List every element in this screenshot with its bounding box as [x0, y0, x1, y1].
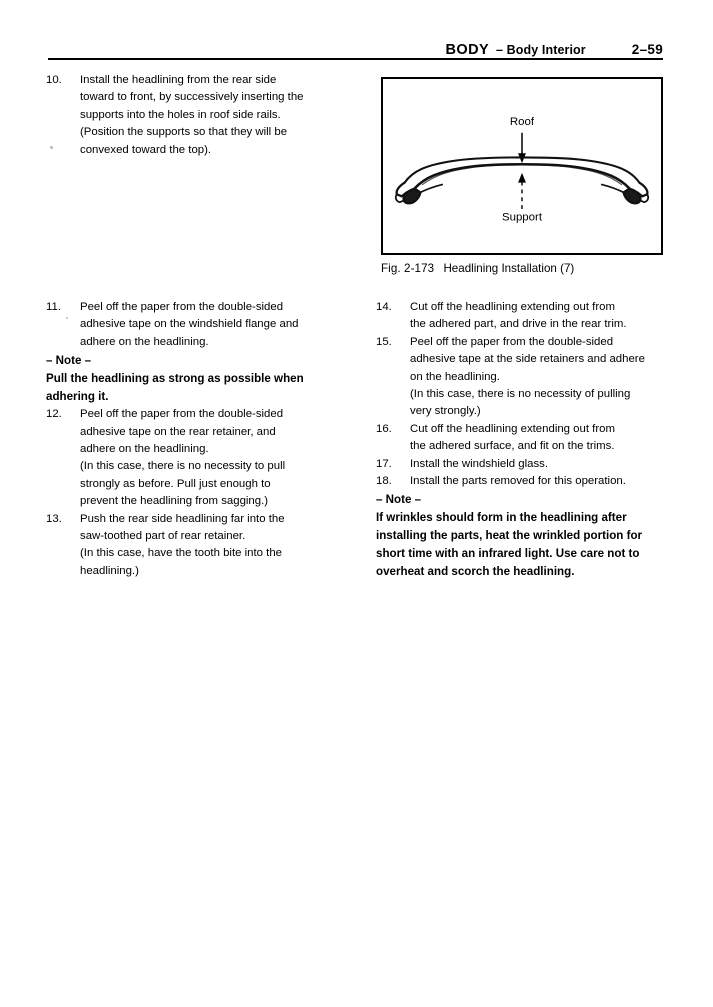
item-number: 12. [46, 408, 62, 421]
right-column-bottom [376, 299, 666, 581]
note-line: overheat and scorch the headlining. [376, 565, 575, 579]
note-text [376, 509, 666, 581]
header-rule [48, 58, 663, 60]
item-line: (Position the supports so that they will be [80, 126, 288, 139]
item-line: convexed toward the top). [80, 143, 212, 156]
item-line: (In this case, have the tooth bite into the [80, 547, 282, 560]
list-item [376, 473, 666, 490]
item-line: adhere on the headlining. [80, 335, 209, 348]
item-line: Push the rear side headlining far into the [80, 512, 285, 525]
item-line: Install the parts removed for this operation. [410, 475, 626, 488]
list-item [46, 72, 340, 159]
item-number: 13. [46, 512, 62, 525]
scan-speck [66, 317, 68, 319]
item-line: (In this case, there is no necessity of pulling [410, 388, 631, 401]
item-line: (In this case, there is no necessity to pull [80, 460, 286, 473]
item-text [80, 406, 340, 510]
list-item [376, 456, 666, 473]
list-item [376, 299, 666, 334]
item-text [410, 456, 666, 473]
item-number: 18. [376, 475, 392, 488]
figure-box [381, 77, 663, 255]
scan-speck [50, 146, 53, 149]
item-text [410, 473, 666, 490]
list-item [46, 406, 340, 510]
note-line: Pull the headlining as strong as possible when [46, 372, 304, 386]
support-leader-icon [518, 173, 526, 209]
item-line: Install the windshield glass. [410, 457, 549, 470]
list-item [46, 511, 340, 581]
note-text [46, 370, 340, 406]
left-column-bottom [46, 299, 340, 580]
list-item [376, 334, 666, 421]
roof-label: Roof [509, 115, 535, 128]
header-dash: – [496, 43, 504, 57]
item-number: 10. [46, 74, 62, 86]
item-line: strongly as before. Pull just enough to [80, 477, 271, 490]
item-line: Peel off the paper from the double-sided [80, 301, 284, 313]
item-line: adhesive tape on the rear retainer, and [80, 425, 276, 438]
item-line: prevent the headlining from sagging.) [80, 495, 269, 508]
item-line: adhesive tape on the windshield flange and [80, 318, 299, 331]
item-text [410, 421, 666, 456]
item-text [410, 334, 666, 421]
item-line: toward to front, by successively inserting the [80, 91, 304, 104]
item-line: very strongly.) [410, 405, 481, 418]
item-number: 11. [46, 301, 61, 313]
item-line: supports into the holes in roof side rails. [80, 108, 281, 121]
item-number: 16. [376, 422, 392, 435]
item-text [410, 299, 666, 334]
list-item [46, 299, 340, 351]
figure-caption [381, 261, 663, 277]
item-line: Cut off the headlining extending out from [410, 301, 615, 313]
item-text [80, 299, 340, 351]
header-subsection [496, 43, 586, 57]
headlining-installation-diagram [383, 79, 661, 253]
figure-caption-label: Fig. 2-173 [381, 262, 435, 275]
figure-caption-title: Headlining Installation (7) [443, 262, 575, 275]
note-label: – Note – [46, 354, 92, 368]
item-number: 15. [376, 335, 392, 348]
note-line: installing the parts, heat the wrinkled portion for [376, 529, 643, 543]
page-number: 2–59 [631, 42, 663, 57]
item-line: Peel off the paper from the double-sided [410, 335, 614, 348]
item-number: 14. [376, 301, 392, 313]
item-line: headlining.) [80, 564, 139, 577]
roof-arrow-icon [518, 133, 526, 163]
item-line: adhere on the headlining. [80, 443, 209, 456]
item-line: Peel off the paper from the double-sided [80, 408, 284, 421]
left-column-top [46, 72, 340, 159]
support-label: Support [501, 211, 543, 224]
note-line: If wrinkles should form in the headlining after [376, 511, 627, 525]
note-line: adhering it. [46, 390, 109, 404]
item-text [80, 72, 340, 159]
note-label: – Note – [376, 493, 422, 507]
item-line: Cut off the headlining extending out from [410, 422, 615, 435]
header-line [446, 42, 663, 58]
item-number: 17. [376, 457, 392, 470]
item-text [80, 511, 340, 581]
item-line: Install the headlining from the rear side [80, 74, 277, 86]
header-subsection-label: Body Interior [506, 43, 586, 57]
item-line: the adhered surface, and fit on the trims. [410, 440, 615, 453]
header-section: BODY [445, 42, 490, 58]
item-line: on the headlining. [410, 370, 500, 383]
item-line: saw-toothed part of rear retainer. [80, 530, 246, 543]
figure-block [381, 77, 663, 277]
page-header [48, 36, 663, 58]
note-line: short time with an infrared light. Use care not to [376, 547, 640, 561]
item-line: the adhered part, and drive in the rear trim. [410, 318, 627, 331]
list-item [376, 421, 666, 456]
item-line: adhesive tape at the side retainers and adhere [410, 353, 645, 366]
